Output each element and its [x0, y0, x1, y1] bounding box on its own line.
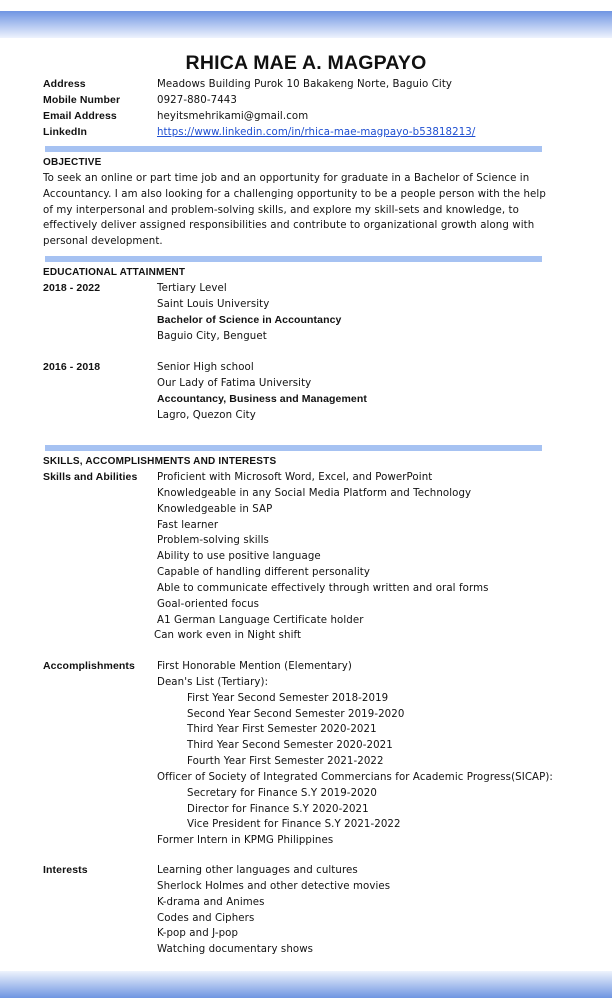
row-value: Codes and Ciphers — [157, 912, 255, 924]
education-entry — [43, 360, 563, 376]
row-label — [43, 942, 157, 958]
education-heading: EDUCATIONAL ATTAINMENT — [43, 267, 186, 278]
row-label — [43, 802, 157, 818]
interest-item — [43, 911, 563, 927]
contact-email: Email Address heyitsmehrikami@gmail.com — [43, 109, 309, 122]
skills-list — [43, 470, 563, 644]
divider — [45, 256, 542, 262]
row-value: Director for Finance S.Y 2020-2021 — [187, 803, 369, 815]
row-label — [43, 597, 157, 613]
row-value: Our Lady of Fatima University — [157, 378, 312, 390]
row-label: Skills and Abilities — [43, 471, 138, 483]
interest-item — [43, 926, 563, 942]
row-value: Ability to use positive language — [157, 551, 321, 563]
accomplishment-item — [43, 722, 563, 738]
interest-item — [43, 863, 563, 879]
row-value: Secretary for Finance S.Y 2019-2020 — [187, 787, 377, 799]
interests-list — [43, 863, 563, 958]
linkedin-link[interactable]: https://www.linkedin.com/in/rhica-mae-magpayo-b53818213/ — [157, 126, 476, 138]
skills-heading: SKILLS, ACCOMPLISHMENTS AND INTERESTS — [43, 456, 277, 467]
skill-item — [43, 597, 563, 613]
row-label — [43, 628, 157, 644]
row-label: Accomplishments — [43, 660, 135, 672]
accomplishment-item — [43, 770, 563, 786]
row-label — [43, 895, 157, 911]
skill-item — [43, 470, 563, 486]
row-label — [43, 786, 157, 802]
applicant-name: RHICA MAE A. MAGPAYO — [185, 52, 427, 74]
row-label — [43, 911, 157, 927]
list-item — [43, 408, 563, 424]
row-label — [43, 486, 157, 502]
row-value: Accountancy, Business and Management — [157, 392, 367, 405]
row-value: Third Year First Semester 2020-2021 — [187, 724, 377, 736]
row-value: Problem-solving skills — [157, 535, 269, 547]
row-label — [43, 833, 157, 849]
list-item — [43, 376, 563, 392]
interest-item — [43, 895, 563, 911]
row-label — [43, 691, 157, 707]
skill-item — [43, 518, 563, 534]
row-label — [43, 313, 157, 329]
accomplishment-item — [43, 659, 563, 675]
row-label: 2016 - 2018 — [43, 361, 101, 374]
row-value: Saint Louis University — [157, 298, 270, 310]
interest-item — [43, 879, 563, 895]
list-item — [43, 297, 563, 313]
row-value: Officer of Society of Integrated Commercians for Academic Progress(SICAP): — [157, 771, 553, 783]
row-label — [43, 817, 157, 833]
row-label — [43, 533, 157, 549]
row-value: Fourth Year First Semester 2021-2022 — [187, 756, 384, 768]
row-value: Learning other languages and cultures — [157, 865, 358, 876]
row-value: Baguio City, Benguet — [157, 330, 267, 342]
row-label — [43, 502, 157, 518]
education-list — [43, 281, 563, 424]
row-value: K-pop and J-pop — [157, 928, 239, 940]
row-label — [43, 297, 157, 313]
contact-mobile: Mobile Number 0927-880-7443 — [43, 93, 237, 106]
row-label: 2018 - 2022 — [43, 282, 101, 294]
skill-item — [43, 486, 563, 502]
row-label — [43, 518, 157, 534]
accomplishment-item — [43, 786, 563, 802]
row-value: Watching documentary shows — [157, 944, 314, 956]
skill-item — [43, 533, 563, 549]
row-label — [43, 549, 157, 565]
row-value: Vice President for Finance S.Y 2021-2022 — [187, 819, 401, 831]
row-value: Tertiary Level — [157, 283, 227, 294]
accomplishment-item — [43, 817, 563, 833]
row-label — [43, 329, 157, 345]
contact-address: Address Meadows Building Purok 10 Bakakeng Norte, Baguio City — [43, 78, 453, 90]
skill-item — [43, 581, 563, 597]
row-value: Senior High school — [157, 362, 254, 374]
accomplishment-item — [43, 754, 563, 770]
skill-item — [43, 549, 563, 565]
row-value: Lagro, Quezon City — [157, 409, 256, 421]
row-label — [43, 408, 157, 424]
objective-heading: OBJECTIVE — [43, 157, 102, 168]
row-label — [43, 581, 157, 597]
list-item — [43, 392, 563, 408]
skill-item — [43, 502, 563, 518]
accomplishment-item — [43, 691, 563, 707]
skill-item — [43, 565, 563, 581]
list-item — [43, 313, 563, 329]
education-entry — [43, 281, 563, 297]
divider — [45, 445, 542, 451]
accomplishments-list — [43, 659, 563, 849]
row-label — [43, 722, 157, 738]
row-label — [43, 738, 157, 754]
row-value: Proficient with Microsoft Word, Excel, and PowerPoint — [157, 472, 433, 483]
row-label — [43, 565, 157, 581]
list-item — [43, 329, 563, 345]
objective-text: To seek an online or part time job and an opportunity for graduate in a Bachelor of Science in Accountancy. I am also looking for a challenging opportunity to be a people person with the help of my interpersonal and problem-solving skills, and explore my skill-sets and knowledge, to effectively deliver assigned responsibilities and contribute to organizational growth along with personal development. — [43, 173, 546, 248]
skill-item — [43, 628, 563, 644]
row-label — [43, 707, 157, 723]
row-value: First Year Second Semester 2018-2019 — [187, 692, 389, 704]
row-value: Third Year Second Semester 2020-2021 — [187, 740, 393, 752]
row-value: Able to communicate effectively through written and oral forms — [157, 582, 489, 594]
row-label: Interests — [43, 864, 88, 876]
row-value: Fast learner — [157, 519, 219, 531]
contact-linkedin: LinkedIn https://www.linkedin.com/in/rhica-mae-magpayo-b53818213/ — [43, 125, 476, 138]
row-value: Knowledgeable in SAP — [157, 503, 273, 515]
row-label — [43, 613, 157, 629]
row-label — [43, 926, 157, 942]
row-value: Goal-oriented focus — [157, 598, 260, 610]
row-value: Former Intern in KPMG Philippines — [157, 835, 334, 847]
accomplishment-item — [43, 802, 563, 818]
row-label — [43, 754, 157, 770]
accomplishment-item — [43, 738, 563, 754]
footer-band — [0, 971, 612, 998]
row-value: K-drama and Animes — [157, 896, 265, 908]
accomplishment-item — [43, 833, 563, 849]
row-value: Capable of handling different personality — [157, 567, 370, 579]
divider — [45, 146, 542, 152]
row-label — [43, 770, 157, 786]
row-label — [43, 376, 157, 392]
row-value: Knowledgeable in any Social Media Platform and Technology — [157, 487, 472, 499]
accomplishment-item — [43, 707, 563, 723]
accomplishment-item — [43, 675, 563, 691]
row-value: Can work even in Night shift — [154, 630, 302, 642]
row-label — [43, 392, 157, 408]
row-value: Dean's List (Tertiary): — [157, 676, 269, 688]
row-value: A1 German Language Certificate holder — [157, 614, 364, 626]
row-value: Bachelor of Science in Accountancy — [157, 313, 342, 326]
row-label — [43, 879, 157, 895]
header-band — [0, 11, 612, 38]
contact-info — [43, 77, 563, 140]
interest-item — [43, 942, 563, 958]
row-value: Sherlock Holmes and other detective movies — [157, 880, 391, 892]
row-value: First Honorable Mention (Elementary) — [157, 661, 352, 672]
skill-item — [43, 613, 563, 629]
row-label — [43, 675, 157, 691]
row-value: Second Year Second Semester 2019-2020 — [187, 708, 405, 720]
